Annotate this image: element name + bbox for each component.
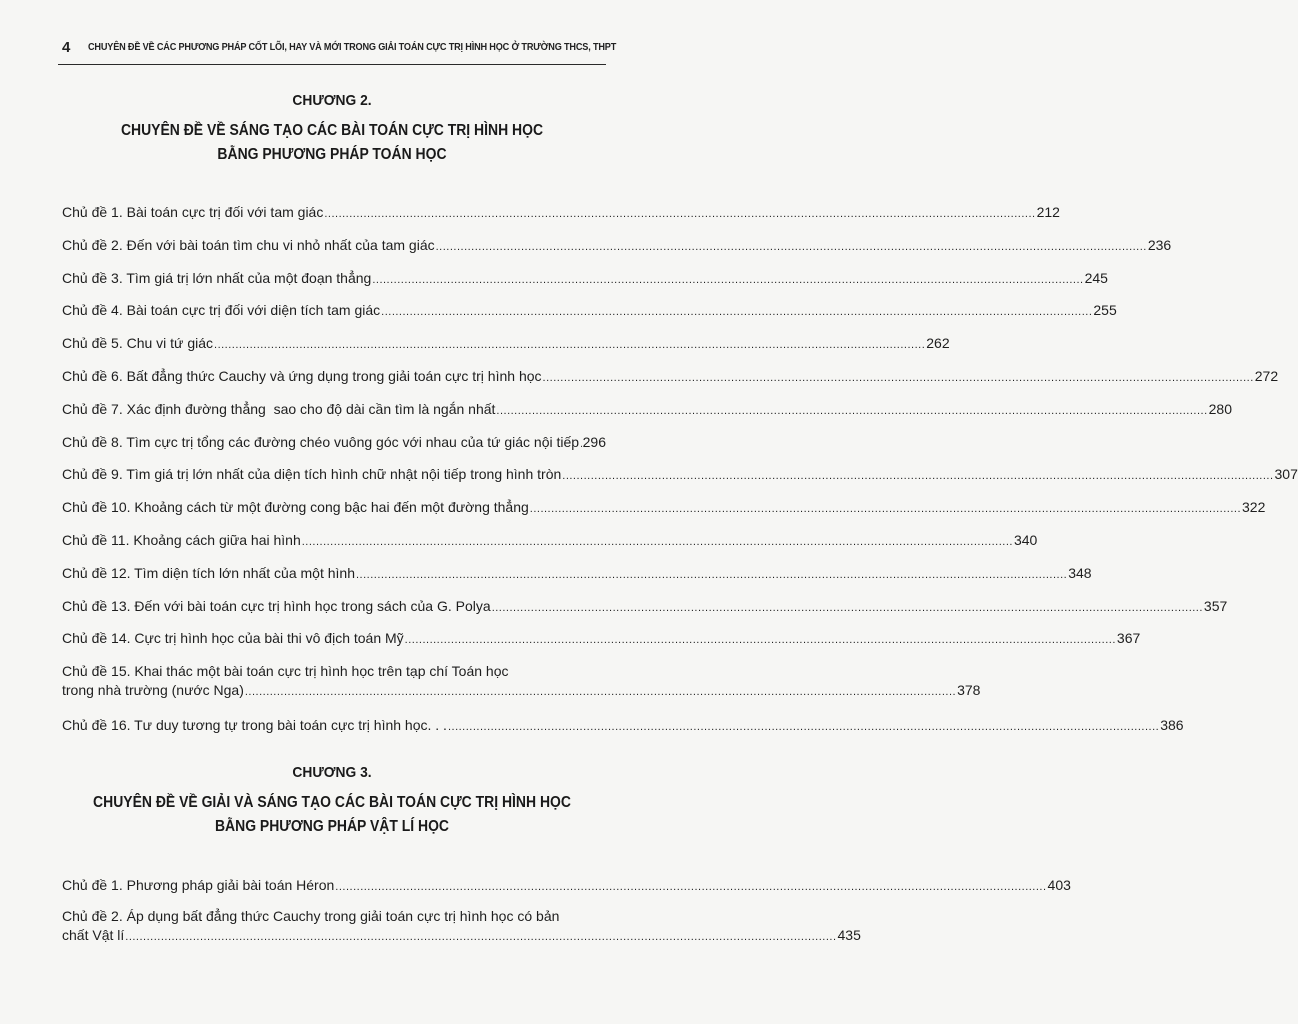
toc-entry-c2-2[interactable] — [62, 236, 1172, 255]
toc-entry-c2-9[interactable] — [62, 465, 1298, 484]
dot-leader: ........................................................................................................................................................................................................ — [491, 601, 1203, 614]
toc-entry-c2-5[interactable] — [62, 334, 950, 353]
chapter-3-label: CHƯƠNG 3. — [292, 764, 372, 781]
toc-entry-title: Chủ đề 5. Chu vi tứ giác — [62, 335, 214, 352]
running-header — [58, 30, 617, 65]
dot-leader: ........................................................................................................................................................................................................ — [125, 931, 837, 943]
toc-entry-page: 367 — [1116, 630, 1141, 647]
dot-leader: ........................................................................................................................................................................................................ — [542, 371, 1254, 384]
toc-entry-title: Chủ đề 10. Khoảng cách từ một đường cong bậc hai đến một đường thẳng — [62, 499, 529, 516]
toc-entry-page: 307 — [1274, 466, 1298, 483]
toc-entry-page: 322 — [1242, 499, 1266, 516]
dot-leader: ........................................................................................................................................................................................................ — [435, 240, 1147, 253]
dot-leader: ........................................................................................................................................................................................................ — [447, 720, 1160, 733]
dot-leader: ........................................................................................................................................................................................................ — [529, 503, 1242, 516]
toc-entry-page: 386 — [1160, 716, 1184, 733]
chapter-3-heading — [58, 764, 606, 839]
running-title: CHUYÊN ĐỀ VỀ CÁC PHƯƠNG PHÁP CỐT LÕI, HAY VÀ MỚI TRONG GIẢI TOÁN CỰC TRỊ HÌNH HỌC Ở TRƯỜNG THCS, THPT — [88, 41, 617, 53]
dot-leader: ........................................................................................................................................................................................................ — [301, 535, 1013, 548]
toc-entry-page: 280 — [1208, 400, 1232, 417]
toc-entry-c2-13[interactable] — [62, 597, 1228, 616]
toc-entry-title: Chủ đề 7. Xác định đường thẳng sao cho độ dài cần tìm là ngắn nhất — [62, 400, 496, 417]
toc-entry-title: Chủ đề 14. Cực trị hình học của bài thi vô địch toán Mỹ — [62, 630, 404, 647]
toc-entry-page: 340 — [1013, 531, 1038, 548]
toc-entry-title: Chủ đề 11. Khoảng cách giữa hai hình — [62, 531, 301, 548]
toc-entry-page: 348 — [1068, 564, 1092, 581]
toc-entry-title: Chủ đề 6. Bất đẳng thức Cauchy và ứng dụng trong giải toán cực trị hình học — [62, 367, 542, 384]
dot-leader: ........................................................................................................................................................................................................ — [335, 881, 1047, 893]
toc-entry-page: 245 — [1084, 269, 1108, 286]
toc-entry-title: Chủ đề 12. Tìm diện tích lớn nhất của một hình — [62, 564, 355, 581]
toc-entry-c2-11[interactable] — [62, 531, 1038, 550]
toc-entry-page: 236 — [1147, 236, 1172, 253]
dot-leader: ........................................................................................................................................................................................................ — [214, 339, 926, 352]
toc-entry-c2-8[interactable] — [62, 433, 606, 452]
chapter-2-title-line1: CHUYÊN ĐỀ VỀ SÁNG TẠO CÁC BÀI TOÁN CỰC TRỊ HÌNH HỌC — [120, 122, 544, 139]
dot-leader: ........................................................................................................................................................................................................ — [324, 208, 1036, 220]
toc-entry-title: Chủ đề 9. Tìm giá trị lớn nhất của diện tích hình chữ nhật nội tiếp trong hình tròn — [62, 466, 562, 483]
dot-leader: ........................................................................................................................................................................................................ — [562, 470, 1274, 483]
toc-entry-c2-15[interactable] — [62, 662, 981, 702]
toc-entry-title: Chủ đề 3. Tìm giá trị lớn nhất của một đoạn thẳng — [62, 269, 372, 286]
toc-entry-page: 255 — [1093, 302, 1117, 319]
dot-leader: ........................................................................................................................................................................................................ — [372, 273, 1084, 286]
toc-entry-page: 212 — [1036, 204, 1060, 220]
toc-entry-title: Chủ đề 8. Tìm cực trị tổng các đường chéo vuông góc với nhau của tứ giác nội tiếp — [62, 433, 580, 450]
toc-entry-c2-7[interactable] — [62, 400, 1232, 419]
toc-entry-c2-3[interactable] — [62, 269, 1108, 288]
chapter-3-toc — [62, 876, 1071, 947]
toc-entry-page: 378 — [957, 682, 981, 699]
dot-leader — [580, 435, 582, 454]
toc-entry-c2-14[interactable] — [62, 629, 1141, 648]
toc-entry-title-line2: chất Vật lí — [62, 927, 125, 943]
dot-leader: ........................................................................................................................................................................................................ — [496, 404, 1208, 417]
dot-leader: ........................................................................................................................................................................................................ — [244, 686, 957, 699]
dot-leader: ........................................................................................................................................................................................................ — [381, 306, 1093, 319]
toc-entry-c2-16[interactable] — [62, 716, 1184, 735]
toc-entry-c2-6[interactable] — [62, 367, 1279, 386]
toc-entry-page: 435 — [837, 927, 861, 943]
toc-entry-c2-12[interactable] — [62, 564, 1092, 583]
toc-entry-title: Chủ đề 16. Tư duy tương tự trong bài toán cực trị hình học. . . — [62, 716, 447, 733]
toc-entry-page: 262 — [926, 335, 950, 352]
toc-entry-c3-2[interactable] — [62, 907, 861, 947]
chapter-2-toc — [62, 203, 1298, 735]
toc-entry-title: Chủ đề 2. Đến với bài toán tìm chu vi nhỏ nhất của tam giác — [62, 236, 435, 253]
toc-entry-page: 403 — [1047, 877, 1071, 893]
toc-entry-title-line1: Chủ đề 2. Áp dụng bất đẳng thức Cauchy trong giải toán cực trị hình học có bản — [62, 908, 560, 924]
toc-entry-c3-1[interactable] — [62, 876, 1071, 895]
toc-entry-title-line1: Chủ đề 15. Khai thác một bài toán cực trị hình học trên tạp chí Toán học — [62, 663, 509, 680]
toc-entry-title: Chủ đề 1. Phương pháp giải bài toán Héron — [62, 877, 335, 893]
toc-entry-page: 272 — [1254, 367, 1279, 384]
chapter-3-title-line2: BẰNG PHƯƠNG PHÁP VẬT LÍ HỌC — [214, 818, 450, 835]
toc-entry-c2-10[interactable] — [62, 498, 1266, 517]
dot-leader: ........................................................................................................................................................................................................ — [404, 634, 1116, 647]
chapter-2-label: CHƯƠNG 2. — [292, 92, 372, 109]
toc-entry-c2-1[interactable] — [62, 203, 1060, 222]
chapter-3-title-line1: CHUYÊN ĐỀ VỀ GIẢI VÀ SÁNG TẠO CÁC BÀI TOÁN CỰC TRỊ HÌNH HỌC — [93, 794, 571, 811]
toc-entry-page: 357 — [1203, 597, 1228, 614]
dot-leader: ........................................................................................................................................................................................................ — [355, 568, 1068, 581]
chapter-2-title-line2: BẰNG PHƯƠNG PHÁP TOÁN HỌC — [217, 146, 447, 163]
page-number: 4 — [62, 38, 71, 56]
toc-entry-title: Chủ đề 1. Bài toán cực trị đối với tam giác — [62, 204, 324, 220]
toc-entry-page: 296 — [582, 433, 606, 450]
toc-entry-title-line2: trong nhà trường (nước Nga) — [62, 682, 244, 699]
toc-entry-title: Chủ đề 13. Đến với bài toán cực trị hình học trong sách của G. Polya — [62, 597, 491, 614]
chapter-2-heading — [58, 92, 606, 167]
toc-entry-c2-4[interactable] — [62, 301, 1117, 320]
toc-entry-title: Chủ đề 4. Bài toán cực trị đối với diện tích tam giác — [62, 302, 381, 319]
